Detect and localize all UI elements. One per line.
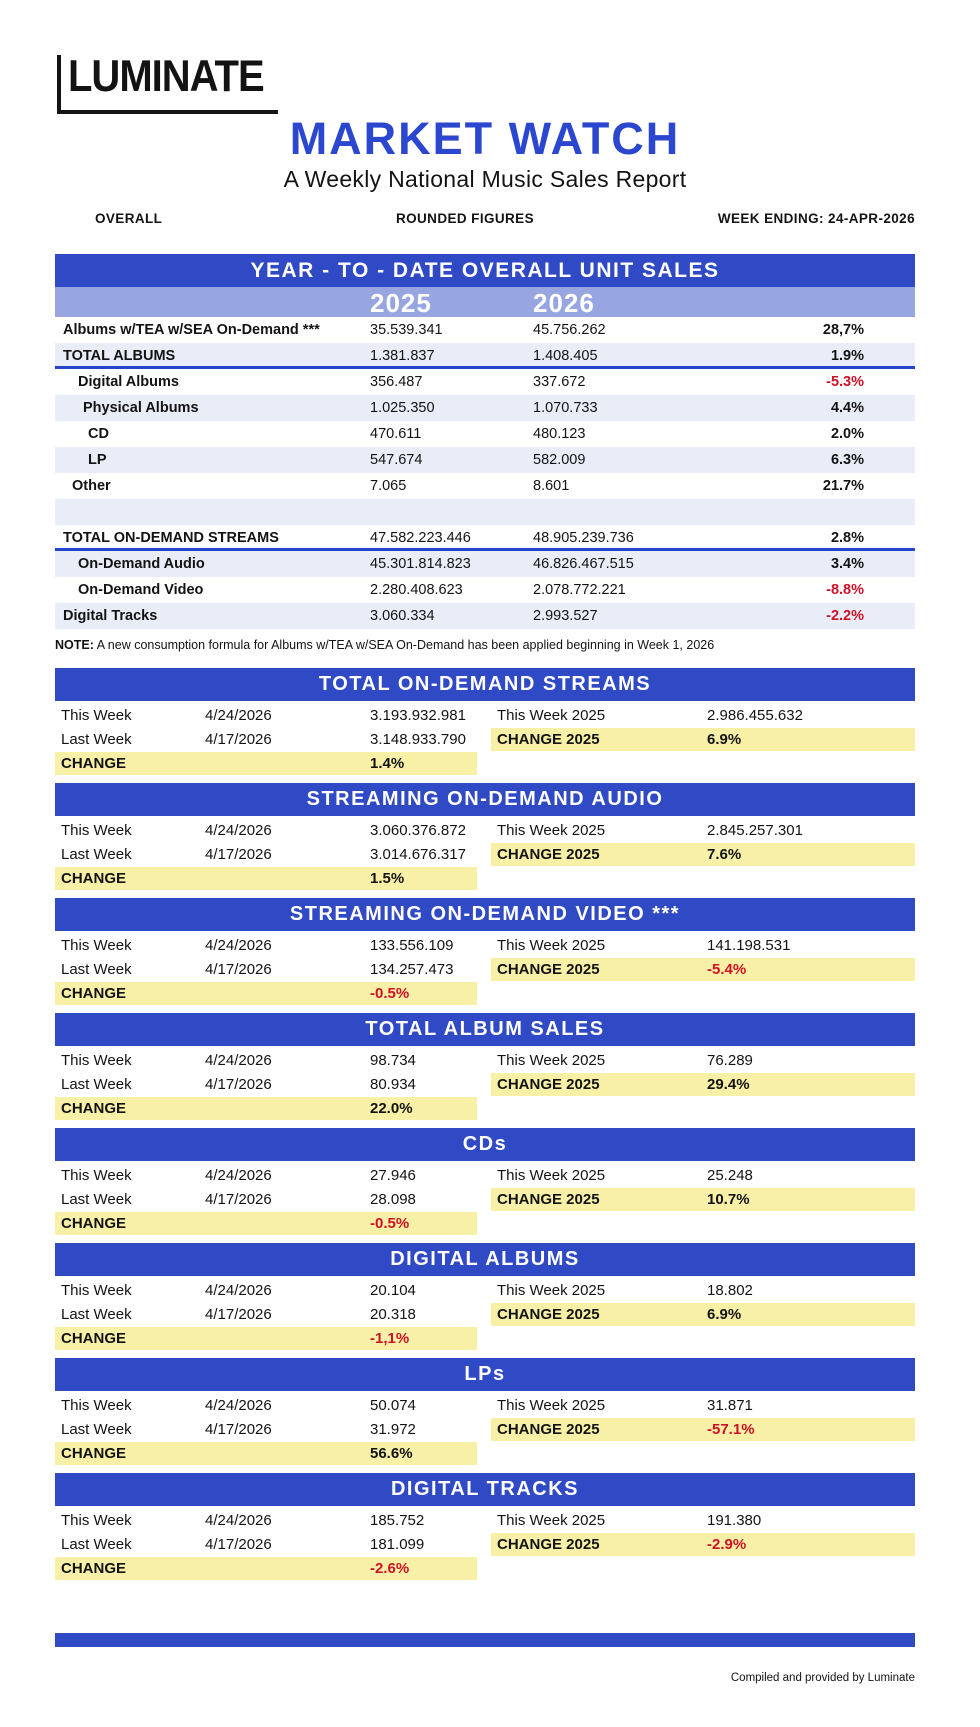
this-week-value: 185.752 <box>370 1512 425 1529</box>
change-spacer <box>205 1557 370 1580</box>
this-week-label: This Week <box>61 1512 132 1529</box>
column-gap <box>477 752 491 775</box>
change-spacer <box>205 867 370 890</box>
change-label: CHANGE <box>61 1100 127 1117</box>
change-spacer <box>205 1442 370 1465</box>
ytd-row <box>55 447 915 473</box>
section-row-change <box>55 1442 915 1465</box>
ytd-value-2026: 2.078.772.221 <box>533 582 626 598</box>
column-gap <box>477 1533 491 1556</box>
page-title: MARKET WATCH <box>289 113 681 164</box>
section-row-last-week <box>55 728 915 751</box>
ytd-row <box>55 369 915 395</box>
change-2025-value: 10.7% <box>707 1191 750 1208</box>
change-value: -0.5% <box>370 985 410 1002</box>
weekly-section <box>55 1473 915 1580</box>
this-week-date: 4/24/2026 <box>205 1282 272 1299</box>
column-gap <box>477 843 491 866</box>
last-week-date: 4/17/2026 <box>205 846 272 863</box>
this-week-2025-block <box>491 934 915 957</box>
ytd-value-2025: 45.301.814.823 <box>370 556 471 572</box>
ytd-overall-unit-sales-table <box>55 254 915 629</box>
last-week-label: Last Week <box>61 1306 132 1323</box>
this-week-value: 20.104 <box>370 1282 416 1299</box>
section-title-bar: STREAMING ON-DEMAND AUDIO <box>55 783 915 816</box>
ytd-value-2025: 3.060.334 <box>370 608 435 624</box>
this-week-2025-block <box>491 1509 915 1532</box>
ytd-value-2025: 2.280.408.623 <box>370 582 463 598</box>
this-week-left <box>55 1279 477 1302</box>
ytd-value-2025: 470.611 <box>370 426 422 442</box>
change-2025-value: 6.9% <box>707 731 742 748</box>
section-row-change <box>55 1097 915 1120</box>
change-2025-label: CHANGE 2025 <box>497 961 600 978</box>
last-week-value: 3.014.676.317 <box>370 846 466 863</box>
this-week-2025-label: This Week 2025 <box>497 937 606 954</box>
market-watch-report <box>55 0 915 1684</box>
ytd-table-title: YEAR - TO - DATE OVERALL UNIT SALES <box>55 254 915 287</box>
this-week-2025-label: This Week 2025 <box>497 822 606 839</box>
column-gap <box>477 958 491 981</box>
ytd-row-label: On-Demand Video <box>78 582 204 598</box>
weekly-section <box>55 1013 915 1120</box>
column-gap <box>477 1303 491 1326</box>
change-label: CHANGE <box>61 1445 127 1462</box>
ytd-col-header-2026: 2026 <box>533 288 595 318</box>
ytd-value-2026: 1.408.405 <box>533 348 598 364</box>
ytd-row-label: LP <box>88 452 107 468</box>
this-week-label: This Week <box>61 937 132 954</box>
section-title-bar: DIGITAL TRACKS <box>55 1473 915 1506</box>
ytd-pct-change: 4.4% <box>830 400 864 416</box>
change-spacer <box>205 1097 370 1120</box>
report-subtitle: A Weekly National Music Sales Report <box>283 166 687 192</box>
ytd-pct-change: 2.8% <box>830 530 864 546</box>
luminate-logo-text: LUMINATE <box>68 51 264 101</box>
this-week-value: 98.734 <box>370 1052 416 1069</box>
this-week-2025-label: This Week 2025 <box>497 1167 606 1184</box>
last-week-value: 3.148.933.790 <box>370 731 466 748</box>
this-week-2025-label: This Week 2025 <box>497 707 606 724</box>
change-2025-block <box>491 1533 915 1556</box>
ytd-row <box>55 551 915 577</box>
ytd-pct-change: 2.0% <box>830 426 864 442</box>
ytd-value-2025: 35.539.341 <box>370 322 443 338</box>
last-week-date: 4/17/2026 <box>205 1536 272 1553</box>
last-week-label: Last Week <box>61 846 132 863</box>
last-week-date: 4/17/2026 <box>205 731 272 748</box>
this-week-2025-block <box>491 1049 915 1072</box>
change-2025-label: CHANGE 2025 <box>497 1076 600 1093</box>
this-week-left <box>55 1394 477 1417</box>
this-week-left <box>55 819 477 842</box>
change-block <box>55 1327 477 1350</box>
change-2025-value: -57.1% <box>707 1421 755 1438</box>
ytd-row <box>55 473 915 499</box>
change-block <box>55 867 477 890</box>
empty-cell <box>491 982 915 1005</box>
weekly-section <box>55 1128 915 1235</box>
change-block <box>55 752 477 775</box>
ytd-value-2025: 547.674 <box>370 452 423 468</box>
column-gap <box>477 1327 491 1350</box>
section-row-last-week <box>55 1303 915 1326</box>
last-week-left <box>55 958 477 981</box>
this-week-left <box>55 1509 477 1532</box>
last-week-value: 31.972 <box>370 1421 416 1438</box>
this-week-date: 4/24/2026 <box>205 1397 272 1414</box>
ytd-row <box>55 317 915 343</box>
change-2025-label: CHANGE 2025 <box>497 846 600 863</box>
empty-cell <box>491 1327 915 1350</box>
ytd-rows <box>55 317 915 629</box>
this-week-label: This Week <box>61 1167 132 1184</box>
column-gap <box>477 1212 491 1235</box>
empty-cell <box>491 752 915 775</box>
footer-bar <box>55 1633 915 1647</box>
section-title-bar: CDs <box>55 1128 915 1161</box>
change-value: -0.5% <box>370 1215 410 1232</box>
section-title-bar: LPs <box>55 1358 915 1391</box>
weekly-section <box>55 783 915 890</box>
ytd-value-2026: 45.756.262 <box>533 322 606 338</box>
section-row-this-week <box>55 819 915 842</box>
last-week-date: 4/17/2026 <box>205 961 272 978</box>
change-2025-block <box>491 1418 915 1441</box>
last-week-left <box>55 1533 477 1556</box>
column-gap <box>477 1073 491 1096</box>
change-2025-label: CHANGE 2025 <box>497 1191 600 1208</box>
empty-cell <box>491 1442 915 1465</box>
section-row-change <box>55 1212 915 1235</box>
this-week-2025-value: 2.845.257.301 <box>707 822 803 839</box>
ytd-value-2025: 7.065 <box>370 478 407 494</box>
section-row-this-week <box>55 1279 915 1302</box>
this-week-label: This Week <box>61 1052 132 1069</box>
this-week-2025-value: 76.289 <box>707 1052 753 1069</box>
ytd-row <box>55 421 915 447</box>
ytd-pct-change: 21.7% <box>822 478 864 494</box>
change-2025-block <box>491 958 915 981</box>
column-gap <box>477 1442 491 1465</box>
last-week-value: 28.098 <box>370 1191 416 1208</box>
ytd-value-2026: 480.123 <box>533 426 586 442</box>
weekly-section <box>55 1243 915 1350</box>
this-week-label: This Week <box>61 1282 132 1299</box>
change-2025-value: 29.4% <box>707 1076 750 1093</box>
this-week-value: 3.193.932.981 <box>370 707 466 724</box>
column-gap <box>477 1097 491 1120</box>
last-week-value: 20.318 <box>370 1306 416 1323</box>
this-week-2025-label: This Week 2025 <box>497 1397 606 1414</box>
column-gap <box>477 1394 491 1417</box>
change-value: 1.5% <box>370 870 405 887</box>
ytd-value-2026: 48.905.239.736 <box>533 530 634 546</box>
ytd-row-label: TOTAL ALBUMS <box>63 348 176 364</box>
last-week-value: 181.099 <box>370 1536 425 1553</box>
ytd-row <box>55 603 915 629</box>
change-2025-label: CHANGE 2025 <box>497 1536 600 1553</box>
change-2025-label: CHANGE 2025 <box>497 1421 600 1438</box>
last-week-date: 4/17/2026 <box>205 1076 272 1093</box>
ytd-row-label: Digital Tracks <box>63 608 158 624</box>
ytd-value-2025: 356.487 <box>370 374 423 390</box>
ytd-pct-change: 28,7% <box>822 322 864 338</box>
weekly-section <box>55 668 915 775</box>
section-row-change <box>55 752 915 775</box>
empty-cell <box>491 1097 915 1120</box>
last-week-left <box>55 1073 477 1096</box>
this-week-left <box>55 704 477 727</box>
column-gap <box>477 1509 491 1532</box>
ytd-value-2026: 337.672 <box>533 374 586 390</box>
change-label: CHANGE <box>61 870 127 887</box>
last-week-label: Last Week <box>61 961 132 978</box>
empty-cell <box>491 1212 915 1235</box>
section-row-last-week <box>55 1188 915 1211</box>
ytd-col-header-2025: 2025 <box>370 288 432 318</box>
ytd-year-header-row <box>55 287 915 317</box>
this-week-2025-block <box>491 1164 915 1187</box>
empty-cell <box>491 1557 915 1580</box>
ytd-row-label: CD <box>88 426 109 442</box>
this-week-date: 4/24/2026 <box>205 937 272 954</box>
ytd-row-label: Albums w/TEA w/SEA On-Demand *** <box>63 322 320 338</box>
ytd-row <box>55 343 915 369</box>
ytd-pct-change: 1.9% <box>830 348 864 364</box>
change-2025-value: -2.9% <box>707 1536 747 1553</box>
ytd-pct-change: -2.2% <box>826 608 864 624</box>
ytd-row-label: On-Demand Audio <box>78 556 205 572</box>
section-row-this-week <box>55 1049 915 1072</box>
change-value: 22.0% <box>370 1100 413 1117</box>
this-week-2025-value: 31.871 <box>707 1397 753 1414</box>
this-week-2025-value: 191.380 <box>707 1512 762 1529</box>
change-2025-block <box>491 843 915 866</box>
change-block <box>55 982 477 1005</box>
ytd-row <box>55 577 915 603</box>
change-spacer <box>205 1327 370 1350</box>
column-gap <box>477 1164 491 1187</box>
section-title-bar: TOTAL ALBUM SALES <box>55 1013 915 1046</box>
last-week-date: 4/17/2026 <box>205 1191 272 1208</box>
change-label: CHANGE <box>61 1560 127 1577</box>
this-week-2025-value: 18.802 <box>707 1282 753 1299</box>
section-row-this-week <box>55 704 915 727</box>
ytd-row-label: TOTAL ON-DEMAND STREAMS <box>63 530 279 546</box>
section-title-bar: DIGITAL ALBUMS <box>55 1243 915 1276</box>
this-week-left <box>55 934 477 957</box>
formula-note <box>55 638 915 652</box>
change-value: 1.4% <box>370 755 405 772</box>
ytd-value-2025: 1.025.350 <box>370 400 435 416</box>
change-value: -1,1% <box>370 1330 410 1347</box>
this-week-2025-value: 2.986.455.632 <box>707 707 803 724</box>
this-week-2025-block <box>491 819 915 842</box>
change-label: CHANGE <box>61 1215 127 1232</box>
ytd-pct-change: 6.3% <box>830 452 864 468</box>
section-row-last-week <box>55 843 915 866</box>
section-row-last-week <box>55 1073 915 1096</box>
section-row-change <box>55 982 915 1005</box>
change-2025-block <box>491 1073 915 1096</box>
this-week-date: 4/24/2026 <box>205 1167 272 1184</box>
change-spacer <box>205 1212 370 1235</box>
last-week-value: 134.257.473 <box>370 961 454 978</box>
column-gap <box>477 982 491 1005</box>
section-row-this-week <box>55 934 915 957</box>
ytd-value-2025: 1.381.837 <box>370 348 435 364</box>
ytd-pct-change: -8.8% <box>826 582 864 598</box>
footer-credit: Compiled and provided by Luminate <box>730 1672 915 1684</box>
change-spacer <box>205 982 370 1005</box>
change-2025-label: CHANGE 2025 <box>497 1306 600 1323</box>
last-week-left <box>55 1303 477 1326</box>
section-row-last-week <box>55 1418 915 1441</box>
this-week-2025-value: 25.248 <box>707 1167 753 1184</box>
weekly-sections <box>55 668 915 1580</box>
change-label: CHANGE <box>61 1330 127 1347</box>
change-2025-block <box>491 1188 915 1211</box>
this-week-label: This Week <box>61 822 132 839</box>
change-spacer <box>205 752 370 775</box>
column-gap <box>477 1279 491 1302</box>
ytd-row-label: Other <box>72 478 111 494</box>
last-week-date: 4/17/2026 <box>205 1421 272 1438</box>
change-value: 56.6% <box>370 1445 413 1462</box>
last-week-left <box>55 1188 477 1211</box>
last-week-left <box>55 843 477 866</box>
change-2025-label: CHANGE 2025 <box>497 731 600 748</box>
ytd-row-label: Digital Albums <box>78 374 179 390</box>
section-row-change <box>55 1557 915 1580</box>
empty-cell <box>491 867 915 890</box>
change-2025-block <box>491 1303 915 1326</box>
ytd-value-2026: 8.601 <box>533 478 570 494</box>
this-week-2025-block <box>491 704 915 727</box>
section-row-last-week <box>55 958 915 981</box>
section-row-this-week <box>55 1509 915 1532</box>
this-week-label: This Week <box>61 707 132 724</box>
ytd-value-2025: 47.582.223.446 <box>370 530 471 546</box>
column-gap <box>477 1188 491 1211</box>
weekly-section <box>55 898 915 1005</box>
column-gap <box>477 1418 491 1441</box>
ytd-row <box>55 395 915 421</box>
ytd-value-2026: 2.993.527 <box>533 608 598 624</box>
this-week-date: 4/24/2026 <box>205 1512 272 1529</box>
this-week-label: This Week <box>61 1397 132 1414</box>
weekly-section <box>55 1358 915 1465</box>
this-week-2025-label: This Week 2025 <box>497 1282 606 1299</box>
column-gap <box>477 704 491 727</box>
column-gap <box>477 1557 491 1580</box>
this-week-2025-label: This Week 2025 <box>497 1052 606 1069</box>
section-row-last-week <box>55 1533 915 1556</box>
change-value: -2.6% <box>370 1560 410 1577</box>
change-label: CHANGE <box>61 755 127 772</box>
meta-overall: OVERALL <box>95 211 163 226</box>
luminate-logo <box>57 51 278 114</box>
meta-rounded-figures: ROUNDED FIGURES <box>395 211 534 226</box>
ytd-value-2026: 582.009 <box>533 452 586 468</box>
section-row-this-week <box>55 1394 915 1417</box>
change-block <box>55 1442 477 1465</box>
this-week-left <box>55 1164 477 1187</box>
ytd-row-label: Physical Albums <box>83 400 199 416</box>
this-week-left <box>55 1049 477 1072</box>
this-week-value: 3.060.376.872 <box>370 822 466 839</box>
this-week-2025-label: This Week 2025 <box>497 1512 606 1529</box>
change-2025-value: -5.4% <box>707 961 747 978</box>
this-week-date: 4/24/2026 <box>205 822 272 839</box>
this-week-date: 4/24/2026 <box>205 1052 272 1069</box>
last-week-left <box>55 728 477 751</box>
change-2025-value: 6.9% <box>707 1306 742 1323</box>
change-block <box>55 1212 477 1235</box>
this-week-value: 133.556.109 <box>370 937 454 954</box>
note-text: A new consumption formula for Albums w/TEA w/SEA On-Demand has been applied beginning in Week 1, 2026 <box>96 638 715 652</box>
change-label: CHANGE <box>61 985 127 1002</box>
last-week-label: Last Week <box>61 1421 132 1438</box>
last-week-label: Last Week <box>61 1536 132 1553</box>
this-week-value: 50.074 <box>370 1397 416 1414</box>
column-gap <box>477 934 491 957</box>
section-title-bar: STREAMING ON-DEMAND VIDEO *** <box>55 898 915 931</box>
column-gap <box>477 867 491 890</box>
ytd-row <box>55 525 915 551</box>
change-2025-block <box>491 728 915 751</box>
change-block <box>55 1557 477 1580</box>
ytd-pct-change: -5.3% <box>826 374 864 390</box>
section-row-change <box>55 1327 915 1350</box>
column-gap <box>477 1049 491 1072</box>
change-2025-value: 7.6% <box>707 846 742 863</box>
ytd-spacer-row <box>55 499 915 525</box>
section-title-bar: TOTAL ON-DEMAND STREAMS <box>55 668 915 701</box>
last-week-label: Last Week <box>61 1076 132 1093</box>
this-week-2025-block <box>491 1394 915 1417</box>
last-week-date: 4/17/2026 <box>205 1306 272 1323</box>
column-gap <box>477 728 491 751</box>
ytd-pct-change: 3.4% <box>830 556 864 572</box>
column-gap <box>477 819 491 842</box>
section-row-change <box>55 867 915 890</box>
this-week-2025-value: 141.198.531 <box>707 937 791 954</box>
this-week-value: 27.946 <box>370 1167 416 1184</box>
section-row-this-week <box>55 1164 915 1187</box>
this-week-date: 4/24/2026 <box>205 707 272 724</box>
note-prefix: NOTE: <box>55 638 94 652</box>
last-week-left <box>55 1418 477 1441</box>
ytd-value-2026: 46.826.467.515 <box>533 556 634 572</box>
meta-week-ending: WEEK ENDING: 24-APR-2026 <box>717 211 915 226</box>
last-week-value: 80.934 <box>370 1076 416 1093</box>
this-week-2025-block <box>491 1279 915 1302</box>
ytd-value-2026: 1.070.733 <box>533 400 598 416</box>
last-week-label: Last Week <box>61 1191 132 1208</box>
last-week-label: Last Week <box>61 731 132 748</box>
report-meta-row <box>55 211 915 226</box>
change-block <box>55 1097 477 1120</box>
